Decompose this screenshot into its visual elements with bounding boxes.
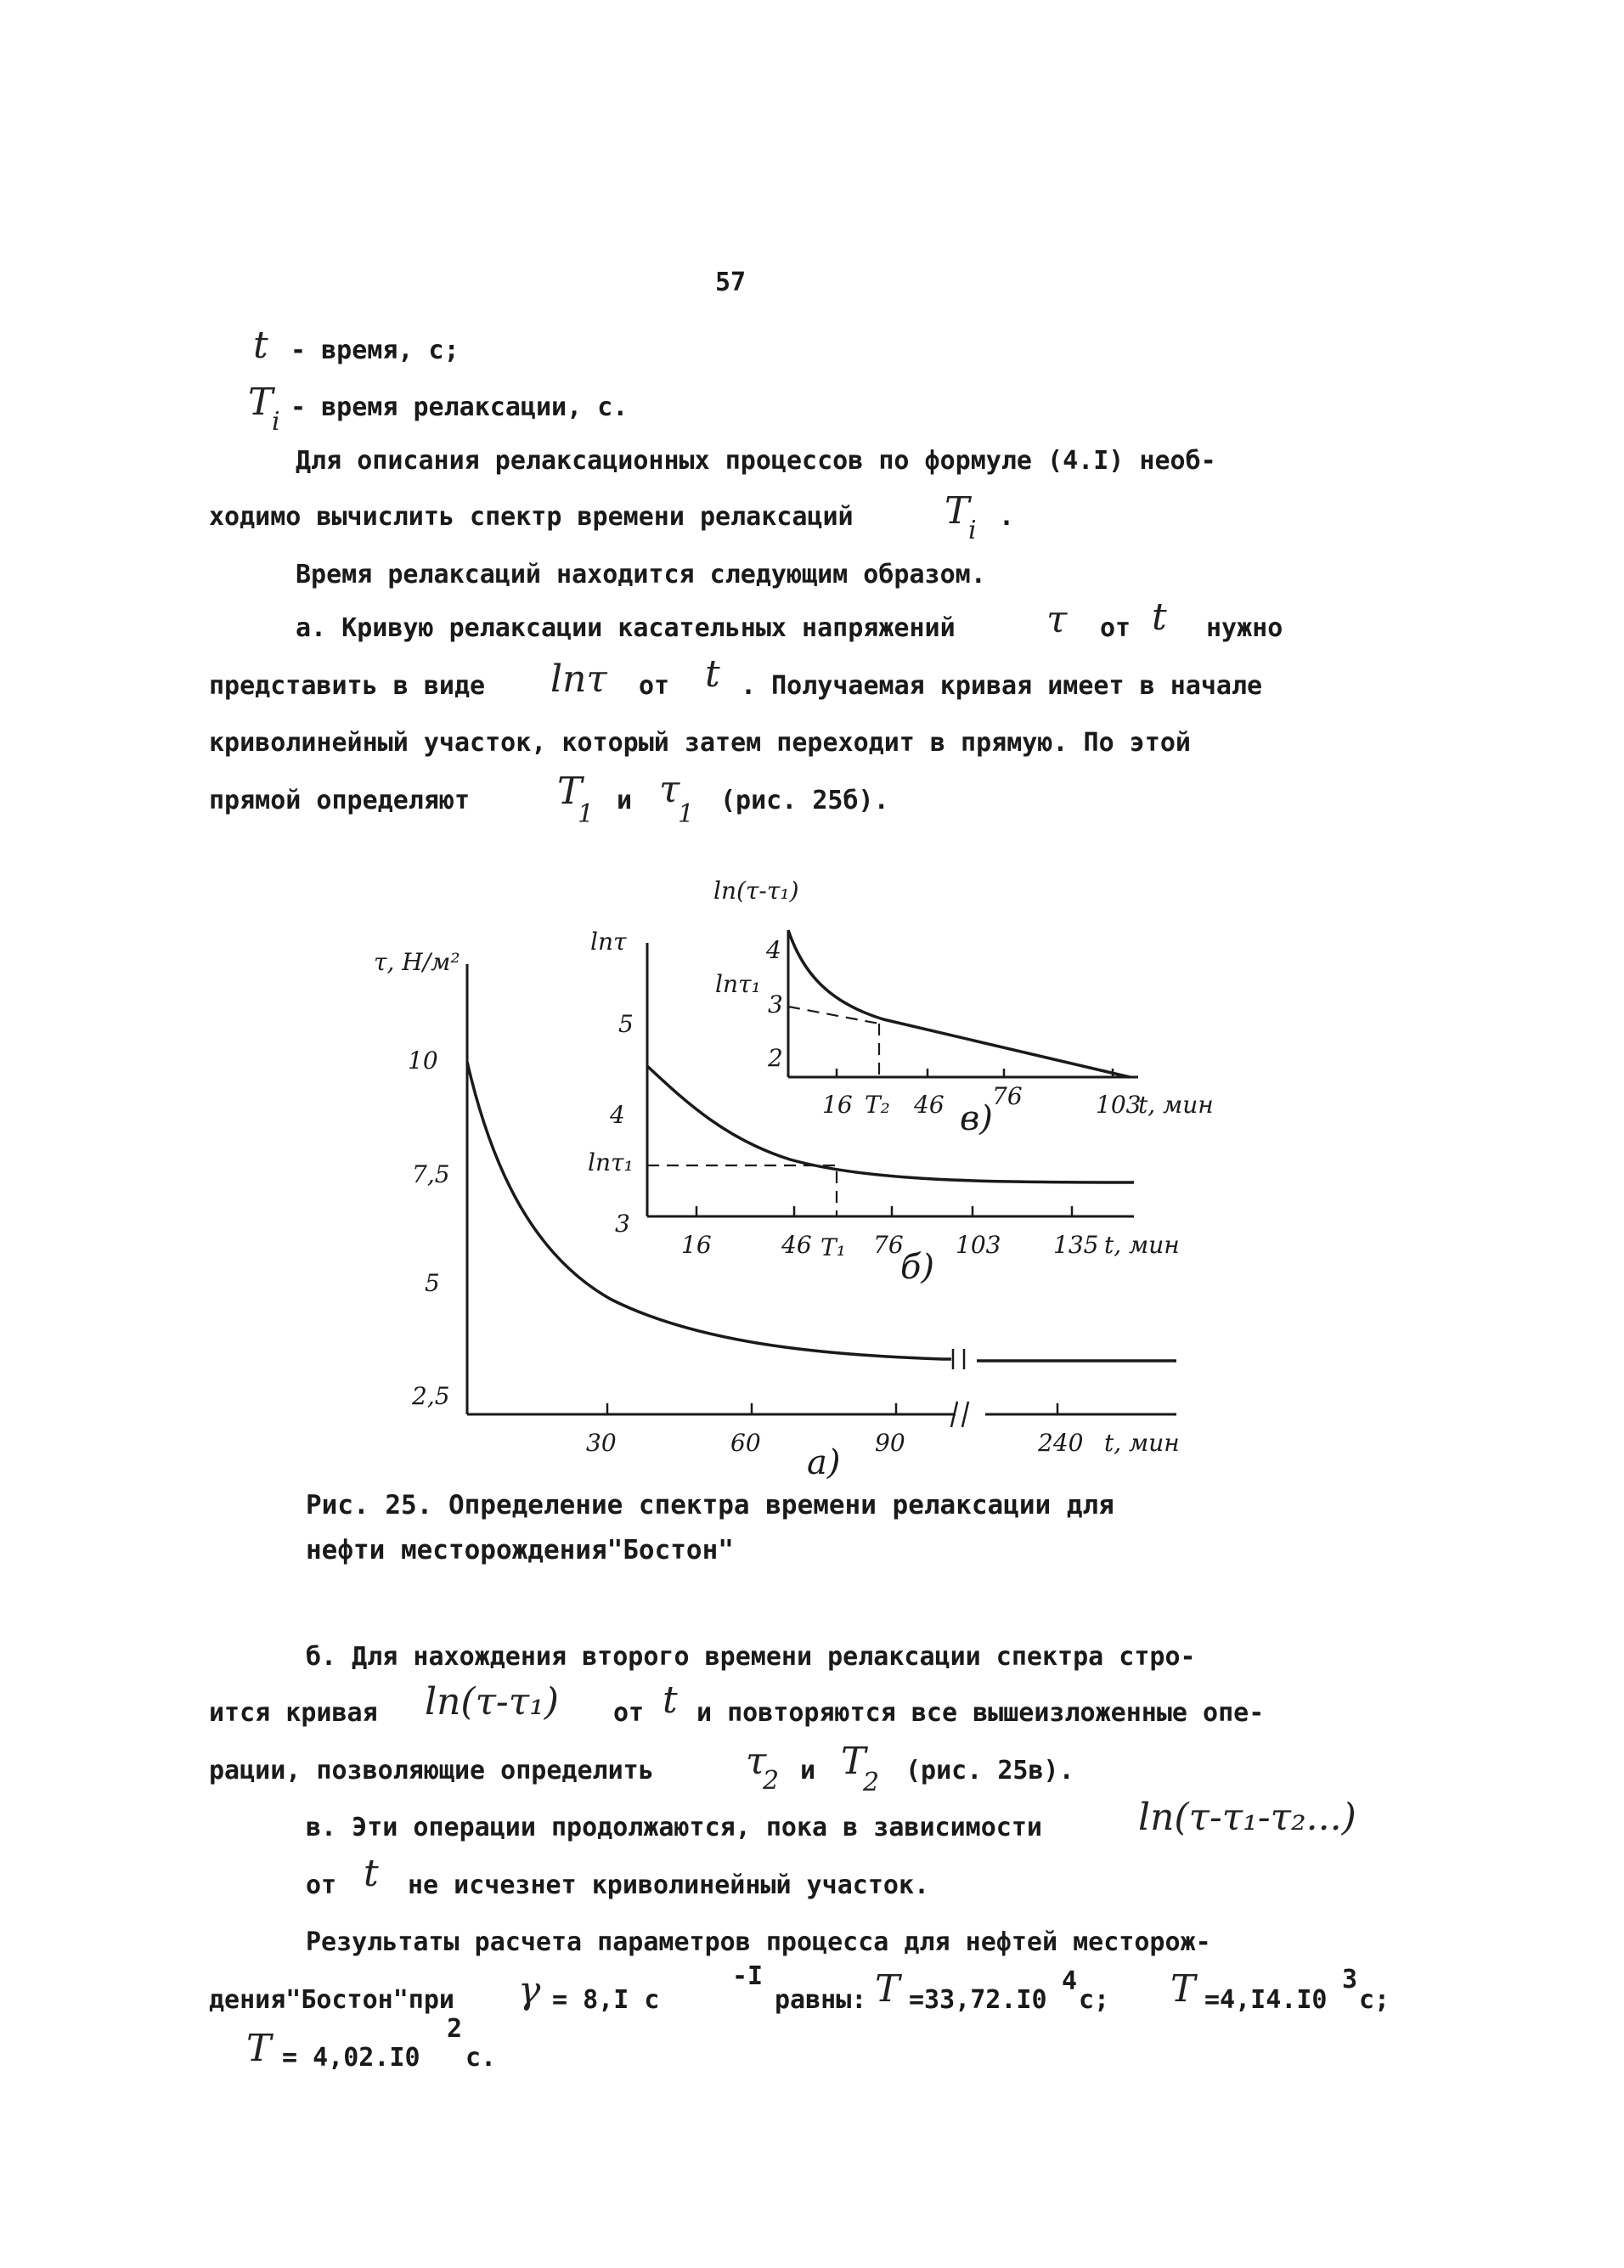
para-a-line4-start: прямой определяют xyxy=(209,786,471,815)
plot-a-ytick-1: 7,5 xyxy=(412,1160,450,1188)
symbol-t: t xyxy=(253,324,268,367)
para-b-T: T xyxy=(841,1740,866,1783)
plot-a-ytick-0: 10 xyxy=(408,1047,438,1075)
para-a-ln-tau: lnτ xyxy=(550,657,607,701)
results-T2-unit: с; xyxy=(1359,1985,1390,2015)
symbol-Ti: T xyxy=(248,381,273,424)
plot-c-xtick-0: 16 xyxy=(822,1091,853,1119)
plot-c-ylabel: ln(τ-τ₁) xyxy=(713,877,799,905)
results-T3-unit: с. xyxy=(465,2043,497,2073)
plot-b-T1: T₁ xyxy=(820,1233,846,1261)
para-b-ot: от xyxy=(613,1698,645,1728)
para-a-ot2: от xyxy=(639,671,670,701)
para1-period: . xyxy=(999,502,1015,532)
plot-a-ytick-2: 5 xyxy=(425,1269,440,1297)
plot-b-xtick-2: 76 xyxy=(873,1231,904,1259)
para-a-nuzhno: нужно xyxy=(1206,613,1283,643)
plot-b-ytick-2: 3 xyxy=(615,1210,630,1238)
plot-c-ytick-1: 3 xyxy=(768,990,783,1018)
definition-time: - время, с; xyxy=(290,336,460,365)
plot-b-ytick-0: 5 xyxy=(618,1010,634,1038)
plot-a-xtick-2: 90 xyxy=(875,1429,905,1457)
para-a-tau1: τ xyxy=(659,768,680,811)
plot-a xyxy=(467,964,1176,1427)
para-b-line2-start: ится кривая xyxy=(209,1698,378,1728)
para-a-line1: а. Кривую релаксации касательных напряжений xyxy=(296,613,956,643)
para-b-and: и xyxy=(800,1756,816,1786)
plot-a-ytick-3: 2,5 xyxy=(412,1382,450,1410)
results-T2-exp: 3 xyxy=(1342,1965,1358,1994)
plot-c-xunit: t, мин xyxy=(1138,1091,1214,1119)
plot-c-xtick-1: 46 xyxy=(914,1091,945,1119)
plot-b-xtick-0: 16 xyxy=(681,1231,712,1259)
plot-a-xtick-3: 240 xyxy=(1038,1429,1084,1457)
page-number: 57 xyxy=(715,268,747,297)
para1-line1: Для описания релаксационных процессов по формуле (4.I) необ- xyxy=(296,446,1216,476)
para-a-line2-start: представить в виде xyxy=(209,671,486,701)
para-c-line1: в. Эти операции продолжаются, пока в зависимости xyxy=(306,1813,1042,1842)
para-a-tau1-sub: 1 xyxy=(678,799,695,829)
definition-relaxation-time: - время релаксации, с. xyxy=(290,392,629,422)
para-a-t2: t xyxy=(705,652,720,696)
plot-a-ylabel: τ, Н/м² xyxy=(374,948,460,976)
para2: Время релаксаций находится следующим образом. xyxy=(296,560,986,590)
results-line2-start: дения"Бостон"при xyxy=(209,1985,454,2015)
plot-c-ln1: lnτ₁ xyxy=(715,970,761,998)
plot-a-xtick-1: 60 xyxy=(730,1429,761,1457)
plot-b-xtick-4: 135 xyxy=(1053,1231,1099,1259)
plot-b-xunit: t, мин xyxy=(1104,1231,1180,1259)
para-a-tau: τ xyxy=(1046,598,1068,641)
para1-symbol-T: T xyxy=(945,489,970,533)
plot-b-xtick-1: 46 xyxy=(781,1231,812,1259)
figure-caption-line2: нефти месторождения"Бостон" xyxy=(306,1535,734,1566)
plot-c-xtick-3: 103 xyxy=(1096,1091,1142,1119)
para-c-line2: не исчезнет криволинейный участок. xyxy=(408,1870,930,1900)
results-T1-unit: с; xyxy=(1079,1985,1110,2015)
para-a-line3: криволинейный участок, который затем переходит в прямую. По этой xyxy=(209,728,1191,758)
results-T1-exp: 4 xyxy=(1062,1966,1078,1996)
para-a-ref: (рис. 25б). xyxy=(720,786,889,815)
plot-b-ylabel: lnτ xyxy=(590,928,627,956)
results-T1-value: =33,72.I0 xyxy=(909,1985,1047,2015)
results-line1: Результаты расчета параметров процесса для нефтей месторож- xyxy=(306,1927,1211,1957)
para-c-ln: ln(τ-τ₁-τ₂...) xyxy=(1138,1796,1356,1839)
figure-caption-line1: Рис. 25. Определение спектра времени релаксации для xyxy=(306,1490,1114,1520)
para1-symbol-T-sub: i xyxy=(968,516,977,545)
para-b-t: t xyxy=(663,1678,678,1722)
plot-b-ytick-1: 4 xyxy=(610,1101,625,1129)
plot-b-ln1: lnτ₁ xyxy=(588,1148,634,1176)
plot-a-xtick-0: 30 xyxy=(586,1429,617,1457)
para-c-ot: от xyxy=(306,1870,337,1900)
para-b-line1: б. Для нахождения второго времени релаксации спектра стро- xyxy=(306,1642,1196,1672)
para-b-tau: τ xyxy=(746,1740,767,1783)
plot-a-panel: а) xyxy=(807,1443,841,1482)
results-T2: T xyxy=(1170,1967,1196,2011)
para-a-T-sub: 1 xyxy=(578,799,595,829)
para-c-t: t xyxy=(364,1852,379,1895)
para-b-tau-sub: 2 xyxy=(763,1766,780,1796)
para-a-ot1: от xyxy=(1100,613,1131,643)
results-equal: равны: xyxy=(775,1985,867,2015)
results-gamma: γ xyxy=(518,1969,541,2012)
para-b-line2-end: и повторяются все вышеизложенные опе- xyxy=(696,1698,1265,1728)
symbol-Ti-sub: i xyxy=(272,407,280,437)
para-a-line2-end: . Получаемая кривая имеет в начале xyxy=(741,671,1263,701)
para-b-T-sub: 2 xyxy=(863,1768,880,1797)
results-T1: T xyxy=(875,1967,900,2011)
para-b-ln: ln(τ-τ₁) xyxy=(425,1680,559,1724)
plot-c-ytick-0: 4 xyxy=(766,936,781,964)
plot-b-panel: б) xyxy=(900,1248,935,1287)
para-a-t1: t xyxy=(1152,595,1167,639)
results-T3: T xyxy=(246,2027,272,2070)
plot-b-xtick-3: 103 xyxy=(956,1231,1001,1259)
para-b-line3-start: рации, позволяющие определить xyxy=(209,1756,654,1786)
plot-c-panel: в) xyxy=(960,1099,993,1138)
results-rate-exp: -I xyxy=(732,1961,764,1991)
results-T3-value: = 4,02.I0 xyxy=(282,2043,420,2073)
para-a-and: и xyxy=(617,786,633,815)
para-b-ref: (рис. 25в). xyxy=(905,1756,1074,1786)
para1-line2: ходимо вычислить спектр времени релаксаций xyxy=(209,502,854,532)
plot-c-T2: T₂ xyxy=(865,1091,890,1119)
results-T2-value: =4,I4.I0 xyxy=(1204,1985,1328,2015)
plot-c-xtick-2: 76 xyxy=(992,1082,1023,1110)
plot-c-ytick-2: 2 xyxy=(768,1044,783,1072)
plot-a-xunit: t, мин xyxy=(1104,1429,1180,1457)
para-a-T: T xyxy=(557,770,583,813)
results-T3-exp: 2 xyxy=(447,2014,463,2044)
results-rate: = 8,I с xyxy=(552,1985,660,2015)
plot-c xyxy=(788,930,1138,1077)
